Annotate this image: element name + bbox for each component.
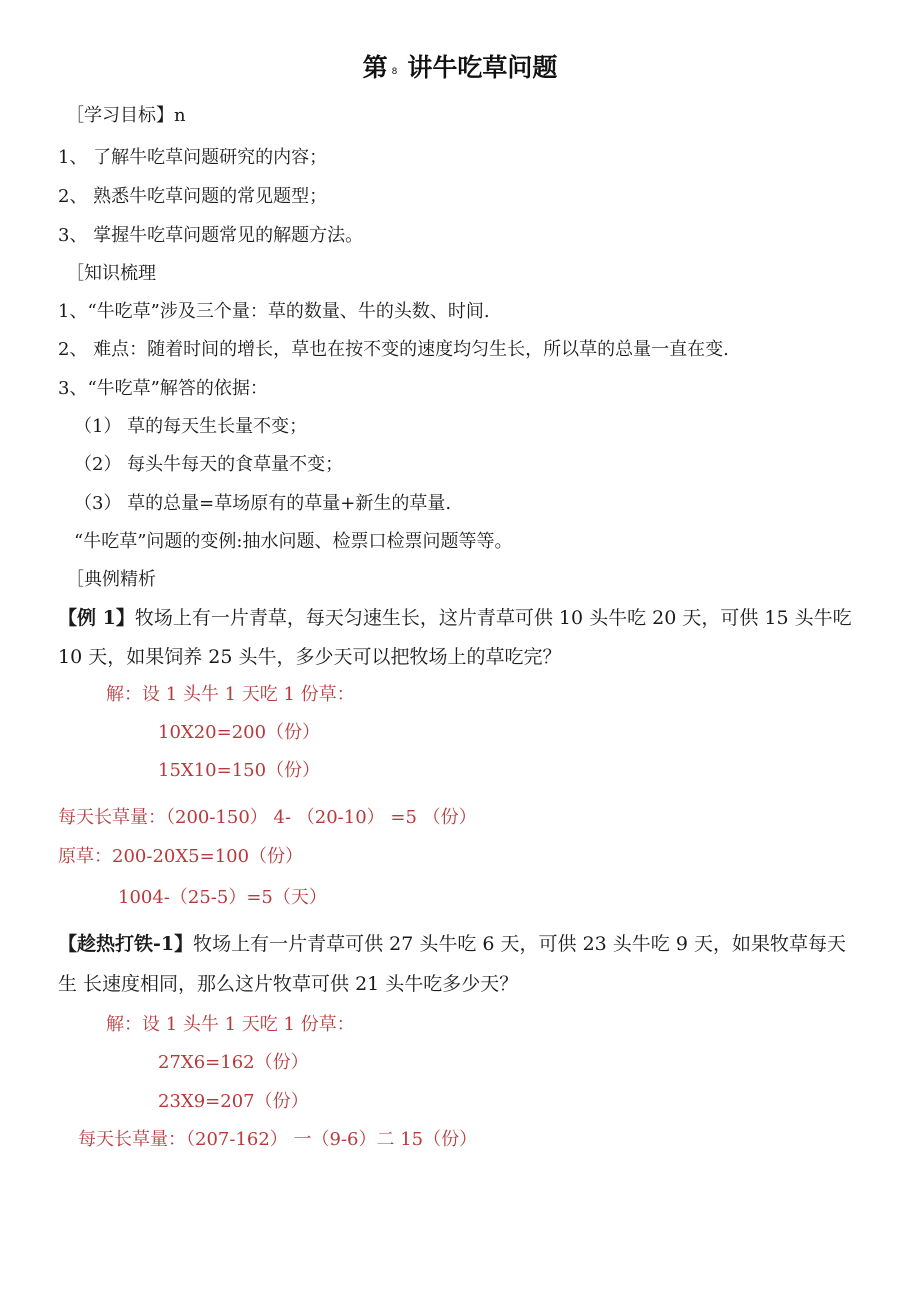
example-2-question-cont: 生 长速度相同，那么这片牧草可供 21 头牛吃多少天？ — [58, 973, 519, 995]
title-text: 讲牛吃草问题 — [407, 53, 558, 82]
knowledge-point: 3、“牛吃草”解答的依据： — [58, 378, 268, 399]
solution-line: 15X10=150（份） — [158, 760, 321, 781]
example-2-label: 【趁热打铁-1】 — [58, 933, 194, 955]
goal-item: 2、 熟悉牛吃草问题的常见题型； — [58, 186, 328, 207]
example-1-label: 【例 1】 — [58, 607, 135, 629]
example-1-question-cont: 10 天，如果饲养 25 头牛，多少天可以把牧场上的草吃完？ — [58, 646, 562, 668]
solution-line: 23X9=207（份） — [158, 1091, 309, 1112]
solution-line: 每天长草量：（207-162） 一（9-6）二 15（份） — [78, 1129, 478, 1150]
knowledge-subpoint: （3） 草的总量=草场原有的草量+新生的草量. — [74, 493, 452, 514]
solution-line: 解：设 1 头牛 1 天吃 1 份草： — [106, 1014, 355, 1035]
solution-line: 每天长草量：（200-150） 4- （20-10） =5 （份） — [58, 807, 477, 828]
example-1-question — [58, 606, 852, 630]
knowledge-header: ［知识梳理 — [66, 263, 156, 284]
knowledge-variant: “牛吃草”问题的变例:抽水问题、检票口检票问题等等。 — [74, 531, 513, 552]
solution-line: 原草：200-20X5=100（份） — [58, 846, 304, 867]
example-2-question — [58, 932, 846, 956]
knowledge-point: 2、 难点：随着时间的增长，草也在按不变的速度均匀生长，所以草的总量一直在变. — [58, 339, 729, 360]
solution-line: 解：设 1 头牛 1 天吃 1 份草： — [106, 684, 355, 705]
example-1-text: 牧场上有一片青草，每天匀速生长，这片青草可供 10 头牛吃 20 天，可供 15 头牛吃 — [134, 607, 852, 629]
goal-item: 3、 掌握牛吃草问题常见的解题方法。 — [58, 225, 364, 246]
solution-line: 10X20=200（份） — [158, 722, 321, 743]
knowledge-subpoint: （2） 每头牛每天的食草量不变； — [74, 454, 344, 475]
knowledge-point: 1、“牛吃草”涉及三个量：草的数量、牛的头数、时间. — [58, 301, 490, 322]
example-2-text: 牧场上有一片青草可供 27 头牛吃 6 天，可供 23 头牛吃 9 天，如果牧草每天 — [193, 933, 846, 955]
solution-line: 1004-（25-5）=5（天） — [118, 887, 327, 908]
goals-header: ［学习目标】n — [66, 105, 186, 126]
examples-header: ［典例精析 — [66, 569, 156, 590]
title-prefix: 第 — [362, 53, 388, 82]
solution-line: 27X6=162（份） — [158, 1052, 309, 1073]
lesson-number: 8 — [391, 67, 398, 77]
page-title — [0, 52, 920, 90]
goal-item: 1、 了解牛吃草问题研究的内容； — [58, 147, 328, 168]
knowledge-subpoint: （1） 草的每天生长量不变； — [74, 416, 308, 437]
